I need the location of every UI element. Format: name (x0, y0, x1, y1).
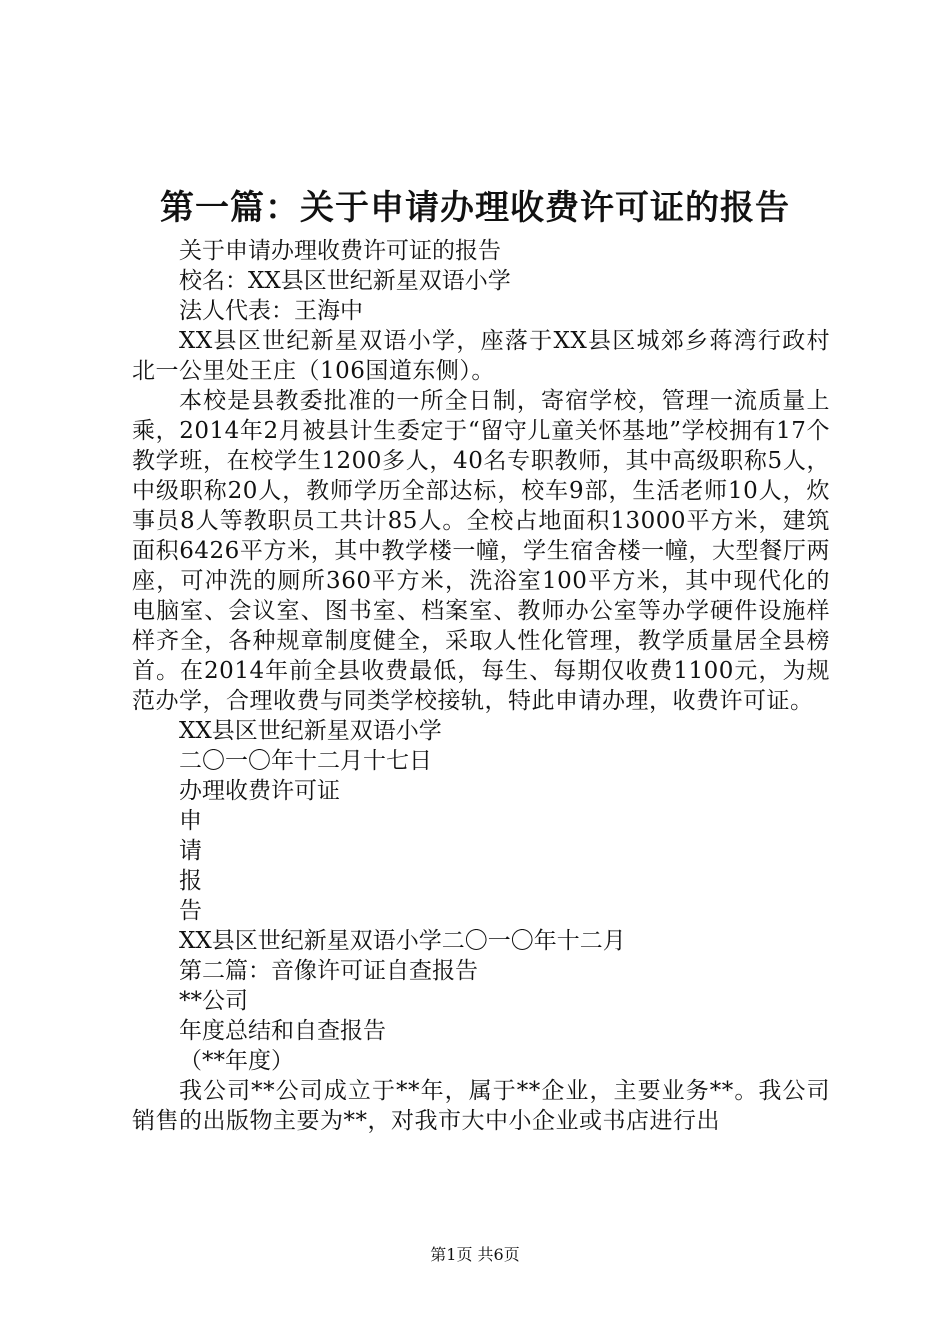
paragraph-description: 本校是县教委批准的一所全日制，寄宿学校，管理一流质量上乘，2014年2月被县计生委定于“留守儿童关怀基地”学校拥有17个教学班，在校学生1200多人，40名专职教师，其中高级职称5人，中级职称20人，教师学历全部达标，校车9部，生活老师10人，炊事员8人等教职员工共计85人。全校占地面积13000平方米，建筑面积6426平方米，其中教学楼一幢，学生宿舍楼一幢，大型餐厅两座，可冲洗的厕所360平方米，洗浴室100平方米，其中现代化的电脑室、会议室、图书室、档案室、教师办公室等办学硬件设施样样齐全，各种规章制度健全，采取人性化管理，教学质量居全县榜首。在2014年前全县收费最低，每生、每期仅收费1100元，为规范办学，合理收费与同类学校接轨，特此申请办理，收费许可证。 (132, 388, 830, 714)
doc-subtitle: 关于申请办理收费许可证的报告 (179, 238, 501, 264)
cover-char-4: 告 (179, 898, 202, 924)
cover-subject: 办理收费许可证 (179, 778, 340, 804)
school-name-line: 校名：XX县区世纪新星双语小学 (179, 268, 511, 294)
document-body (132, 236, 830, 1136)
cover-char-1: 申 (179, 808, 202, 834)
section2-heading: 第二篇：音像许可证自查报告 (179, 958, 478, 984)
cover-char-2: 请 (179, 838, 202, 864)
page-footer: 第1页 共6页 (430, 1245, 520, 1264)
paragraph-location: XX县区世纪新星双语小学，座落于XX县区城郊乡蒋湾行政村北一公里处王庄（106国道东侧）。 (132, 328, 830, 384)
section2-report-title: 年度总结和自查报告 (179, 1018, 386, 1044)
section2-paragraph: 我公司**公司成立于**年，属于**企业，主要业务**。我公司销售的出版物主要为**，对我市大中小企业或书店进行出 (132, 1078, 830, 1134)
page-title: 第一篇：关于申请办理收费许可证的报告 (160, 188, 790, 228)
section2-year: （**年度） (179, 1048, 294, 1074)
signature-school: XX县区世纪新星双语小学 (179, 718, 442, 744)
cover-char-3: 报 (179, 868, 202, 894)
signature-date: 二〇一〇年十二月十七日 (179, 748, 432, 774)
section2-company: **公司 (179, 988, 248, 1014)
cover-footer-line: XX县区世纪新星双语小学二〇一〇年十二月 (179, 928, 626, 954)
legal-rep-line: 法人代表：王海中 (179, 298, 363, 324)
